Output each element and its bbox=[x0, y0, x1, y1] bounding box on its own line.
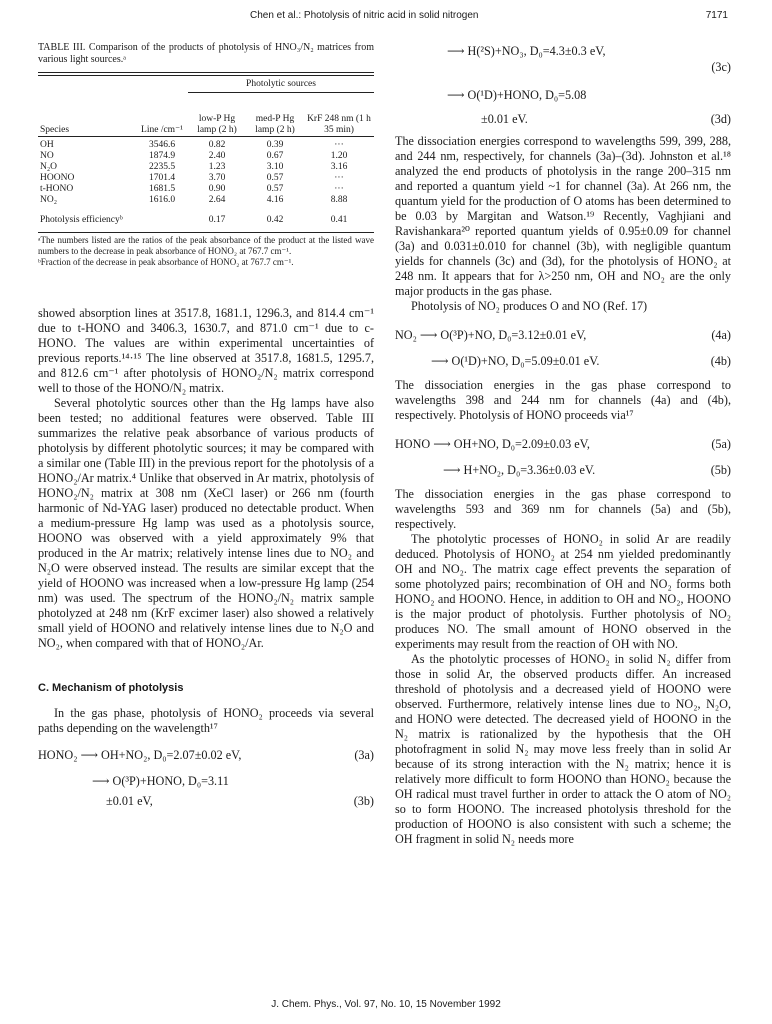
table-cell-low: 2.64 bbox=[208, 195, 226, 205]
equation-3d bbox=[395, 84, 731, 104]
equation-3d-text-2: ±0.01 eV. bbox=[481, 112, 528, 126]
table-cell-species: OH bbox=[40, 140, 54, 150]
footnote-b: ᵇFraction of the decrease in peak absorbance of HONO₂ at 767.7 cm⁻¹. bbox=[38, 257, 294, 267]
table-cell-krf: ··· bbox=[334, 173, 344, 183]
equation-3d-cont bbox=[395, 108, 731, 128]
page-number: 7171 bbox=[705, 10, 728, 21]
table-cell-line: 2235.5 bbox=[148, 162, 176, 172]
equation-4b bbox=[395, 350, 731, 370]
left-paragraph-2: Several photolytic sources other than the Hg lamps have also been tested; no additional features were observed. Table III summarizes the relative peak absorbance of various products of photolysis by different photolytic sources; it may be compared with a similar one (Table III) in the previous report for the photolysis of a HONO₂/Ar matrix.⁴ Unlike that observed in Ar matrix, photolysis of HONO₂/N₂ matrix at 308 nm (XeCl laser) or 266 nm (fourth harmonic of Nd-YAG laser) produced no detectable product. When a medium-pressure Hg lamp was used as a photolysis source, HOONO was observed with a yield approximately 9% that produced in the Ar matrix; relatively intense lines due to NO₂ and N₂O were observed instead. The results are similar except that the yield of HOONO was increased when a low-pressure Hg lamp (254 nm) was used. The spectrum of the HONO₂/N₂ matrix sample photolyzed at 248 nm (KrF excimer laser) also showed a relatively small yield of HOONO and relatively intense lines due to N₂O and NO₂, when compared with that of HONO₂/Ar. bbox=[38, 396, 374, 650]
table-iii bbox=[38, 72, 374, 226]
table-row bbox=[38, 162, 374, 173]
journal-footer: J. Chem. Phys., Vol. 97, No. 10, 15 November 1992 bbox=[271, 999, 501, 1010]
running-title: Chen et al.: Photolysis of nitric acid in solid nitrogen bbox=[250, 10, 479, 21]
table-cell-line: 1874.9 bbox=[148, 151, 176, 161]
equation-5b-text: ⟶ H+NO₂, D₀=3.36±0.03 eV. bbox=[443, 463, 596, 477]
table-row bbox=[38, 184, 374, 195]
table-cell-species: NO bbox=[40, 151, 54, 161]
equation-3b-text: ⟶ O(³P)+HONO, D₀=3.11 bbox=[92, 774, 229, 788]
equation-3d-text: ⟶ O(¹D)+HONO, D₀=5.08 bbox=[447, 88, 587, 102]
equation-4a-text: NO₂ ⟶ O(³P)+NO, D₀=3.12±0.01 eV, bbox=[395, 328, 587, 342]
efficiency-krf: 0.41 bbox=[330, 215, 348, 225]
left-paragraph-3: In the gas phase, photolysis of HONO₂ proceeds via several paths depending on the wavelength¹⁷ bbox=[38, 706, 374, 735]
table-cell-krf: 1.20 bbox=[330, 151, 348, 161]
equation-3c-label-row bbox=[395, 60, 731, 76]
equation-4b-text: ⟶ O(¹D)+NO, D₀=5.09±0.01 eV. bbox=[431, 354, 600, 368]
table-cell-low: 0.90 bbox=[208, 184, 226, 194]
equation-3c-text: ⟶ H(²S)+NO₃, D₀=4.3±0.3 eV, bbox=[447, 44, 606, 58]
equation-3c-label: (3c) bbox=[711, 60, 731, 74]
table-cell-med: 0.39 bbox=[266, 140, 284, 150]
table-cell-med: 3.10 bbox=[266, 162, 284, 172]
table-cell-krf: ··· bbox=[334, 184, 344, 194]
equation-3b-cont bbox=[38, 790, 374, 810]
table-cell-low: 2.40 bbox=[208, 151, 226, 161]
table-cell-med: 0.57 bbox=[266, 184, 284, 194]
table-spanner: Photolytic sources bbox=[188, 76, 374, 93]
right-column bbox=[395, 40, 731, 847]
table-footnotes bbox=[38, 232, 374, 268]
left-paragraph-1: showed absorption lines at 3517.8, 1681.1, 1296.3, and 814.4 cm⁻¹ due to t-HONO and 3406.3, 1630.7, and 871.0 cm⁻¹ due to c-HONO. The values are within experimental uncertainties of previous reports.¹⁴·¹⁵ The line observed at 3517.8, 1681.5, 1295.7, and 812.6 cm⁻¹ after photolysis of HONO₂/N₂ matrix correspond well to those of the HONO/N₂ matrix. bbox=[38, 306, 374, 395]
col-med: med-P Hg lamp (2 h) bbox=[255, 114, 295, 135]
table-cell-line: 1681.5 bbox=[148, 184, 176, 194]
equation-3a bbox=[38, 744, 374, 764]
equation-3a-label: (3a) bbox=[354, 748, 374, 762]
equation-5a bbox=[395, 433, 731, 453]
equation-3b-text-2: ±0.01 eV, bbox=[106, 794, 153, 808]
col-krf: KrF 248 nm (1 h 35 min) bbox=[307, 114, 371, 135]
equation-3c bbox=[395, 40, 731, 60]
table-cell-krf: ··· bbox=[334, 140, 344, 150]
table-row bbox=[38, 195, 374, 206]
equation-4a bbox=[395, 324, 731, 344]
col-low: low-P Hg lamp (2 h) bbox=[197, 114, 237, 135]
equation-3a-text: HONO₂ ⟶ OH+NO₂, D₀=2.07±0.02 eV, bbox=[38, 748, 242, 762]
efficiency-label: Photolysis efficiencyᵇ bbox=[40, 215, 123, 225]
equation-3d-label: (3d) bbox=[710, 112, 731, 126]
equation-5a-text: HONO ⟶ OH+NO, D₀=2.09±0.03 eV, bbox=[395, 437, 590, 451]
footnote-a: ᵃThe numbers listed are the ratios of the peak absorbance of the product at the listed wave numbers to the decrease in peak absorbance of HONO₂ at 767.7 cm⁻¹. bbox=[38, 235, 374, 256]
table-cell-low: 3.70 bbox=[208, 173, 226, 183]
right-paragraph-3: The dissociation energies in the gas phase correspond to wavelengths 398 and 244 nm for channels (4a) and (4b), respectively. Photolysis of HONO proceeds via¹⁷ bbox=[395, 378, 731, 422]
table-cell-line: 1701.4 bbox=[148, 173, 176, 183]
running-header bbox=[0, 10, 772, 24]
table-cell-species: HOONO bbox=[40, 173, 75, 183]
table-cell-med: 4.16 bbox=[266, 195, 284, 205]
equation-5a-label: (5a) bbox=[711, 437, 731, 451]
table-cell-med: 0.67 bbox=[266, 151, 284, 161]
right-paragraph-1: The dissociation energies correspond to wavelengths 599, 399, 288, and 244 nm, respectively, for channels (3a)–(3d). Johnston et al.¹⁸ analyzed the end products of photolysis in the range 200–315 nm and reported a quantum yield ~1 for channel (3a). At 266 nm, the quantum yield for the production of O atoms has been determined to be 0.03 by Margitan and Watson.¹⁹ Recently, Vaghjiani and Ravishankara²⁰ reported quantum yields of 0.95±0.09 for channel (3a) and 0.031±0.010 for channel (3b), with negligible quantum yields for channels (3c) and (3d), for the photolysis of HONO₂ at 248 nm. It appears that for λ>250 nm, OH and NO₂ are the only major products in the gas phase. bbox=[395, 134, 731, 298]
equation-3b bbox=[38, 770, 374, 790]
col-line: Line /cm⁻¹ bbox=[141, 125, 183, 135]
table-cell-low: 0.82 bbox=[208, 140, 226, 150]
right-paragraph-5: The photolytic processes of HONO₂ in solid Ar are readily deduced. Photolysis of HONO₂ at 254 nm yielded predominantly OH and NO₂. The matrix cage effect prevents the separation of some photolyzed pairs; recombination of OH and NO₂ forms both HONO₂ and HOONO. Hence, in addition to OH and NO₂, HOONO is the major product of photolysis. Further photolysis of NO₂ produces NO. The small amount of HONO observed in the experiments may result from the reaction of OH with NO. bbox=[395, 532, 731, 651]
table-cell-line: 1616.0 bbox=[148, 195, 176, 205]
equation-5b bbox=[395, 459, 731, 479]
table-cell-species: NO₂ bbox=[40, 195, 58, 205]
right-paragraph-4: The dissociation energies in the gas phase correspond to wavelengths 593 and 369 nm for channels (5a) and (5b), respectively. bbox=[395, 487, 731, 531]
equation-4b-label: (4b) bbox=[710, 354, 731, 368]
table-cell-species: t-HONO bbox=[40, 184, 74, 194]
equation-4a-label: (4a) bbox=[711, 328, 731, 342]
right-paragraph-2: Photolysis of NO₂ produces O and NO (Ref. 17) bbox=[411, 299, 648, 313]
table-row bbox=[38, 173, 374, 184]
col-species: Species bbox=[40, 125, 70, 135]
table-cell-krf: 3.16 bbox=[330, 162, 348, 172]
equation-3b-label: (3b) bbox=[353, 794, 374, 808]
table-row bbox=[38, 140, 374, 151]
table-cell-species: N₂O bbox=[40, 162, 58, 172]
table-cell-krf: 8.88 bbox=[330, 195, 348, 205]
left-column bbox=[38, 42, 374, 810]
table-cell-med: 0.57 bbox=[266, 173, 284, 183]
section-heading: C. Mechanism of photolysis bbox=[38, 682, 184, 694]
table-caption: TABLE III. Comparison of the products of photolysis of HNO₃/N₂ matrices from various light sources.ᵃ bbox=[38, 42, 374, 65]
efficiency-med: 0.42 bbox=[266, 215, 284, 225]
table-body bbox=[38, 140, 374, 206]
equation-5b-label: (5b) bbox=[710, 463, 731, 477]
table-cell-line: 3546.6 bbox=[148, 140, 176, 150]
right-paragraph-6: As the photolytic processes of HONO₂ in solid N₂ differ from those in solid Ar, the observed products differ. An increased threshold of photolysis and a decreased yield of HOONO were observed. Furthermore, relatively intense lines due to NO₂, N₂O, and HONO were detected. The decreased yield of HOONO in the N₂ matrix is rationalized by the hypothesis that the OH photofragment in solid N₂ may move less freely than in solid Ar because of its strong interaction with the N₂ matrix; hence it is relatively more difficult to form HOONO than HONO₂ because the OH radical must travel further in order to attack the O atom of NO₂ so to form HOONO. The increased photolysis threshold for the production of HOONO is also consistent with such a scheme; the OH fragment in solid N₂ needs more bbox=[395, 652, 731, 846]
efficiency-low: 0.17 bbox=[208, 215, 226, 225]
table-cell-low: 1.23 bbox=[208, 162, 226, 172]
table-row bbox=[38, 151, 374, 162]
